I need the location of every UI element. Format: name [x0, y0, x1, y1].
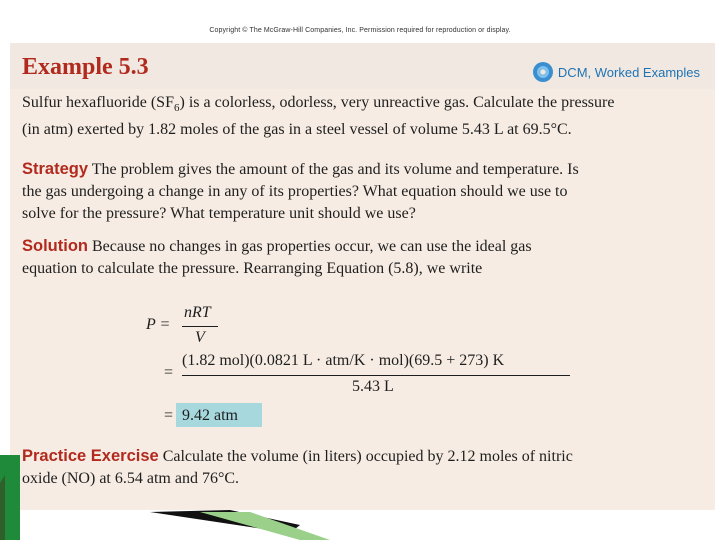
strategy-label: Strategy: [22, 160, 89, 178]
eq-denominator-2: 5.43 L: [352, 378, 394, 395]
eq-equals-2: =: [164, 364, 174, 381]
problem-text-1: Sulfur hexafluoride (SF: [22, 94, 174, 111]
solution-text-1: Because no changes in gas properties occur, we can use the ideal gas: [91, 238, 532, 255]
subscript-6: 6: [173, 102, 180, 115]
eq-numerator-2: (1.82 mol)(0.0821 L · atm/K · mol)(69.5 + 273) K: [182, 352, 505, 369]
solution-section: [22, 235, 692, 280]
strategy-text-3: solve for the pressure? What temperature unit should we use?: [22, 205, 416, 222]
dcm-worked-examples-link[interactable]: [532, 60, 700, 84]
dcm-label: DCM, Worked Examples: [557, 64, 700, 80]
strategy-text-1: The problem gives the amount of the gas and its volume and temperature. Is: [91, 161, 579, 178]
answer-value: 9.42 atm: [182, 407, 238, 424]
practice-text-1: Calculate the volume (in liters) occupied by 2.12 moles of nitric: [162, 448, 573, 465]
example-title: Example 5.3: [22, 54, 149, 80]
problem-text-2: (in atm) exerted by 1.82 moles of the gas in a steel vessel of volume 5.43 L at 69.5°C.: [22, 121, 572, 139]
solution-text-2: equation to calculate the pressure. Rearranging Equation (5.8), we write: [22, 260, 483, 277]
strategy-section: [22, 158, 692, 225]
solution-label: Solution: [22, 237, 88, 255]
decorative-bottom-strip: [0, 455, 720, 540]
eq-numerator-1: nRT: [184, 304, 211, 321]
eq-denominator-1: V: [195, 329, 205, 346]
cd-disc-icon: [532, 61, 554, 83]
example-panel: [10, 43, 715, 510]
problem-statement: [22, 92, 692, 141]
strategy-text-2: the gas undergoing a change in any of its properties? What equation should we use to: [22, 183, 568, 200]
fraction-bar-1: [182, 326, 218, 327]
copyright-notice: Copyright © The McGraw-Hill Companies, Inc. Permission required for reproduction or display.: [209, 27, 511, 34]
eq-equals-3: =: [164, 407, 174, 424]
practice-text-2: oxide (NO) at 6.54 atm and 76°C.: [22, 470, 240, 487]
eq-lhs: P =: [146, 316, 171, 333]
practice-label: Practice Exercise: [22, 447, 159, 465]
fraction-bar-2: [182, 375, 570, 376]
title-bar: [10, 43, 715, 89]
problem-text-1b: ) is a colorless, odorless, very unreactive gas. Calculate the pressure: [179, 94, 615, 111]
